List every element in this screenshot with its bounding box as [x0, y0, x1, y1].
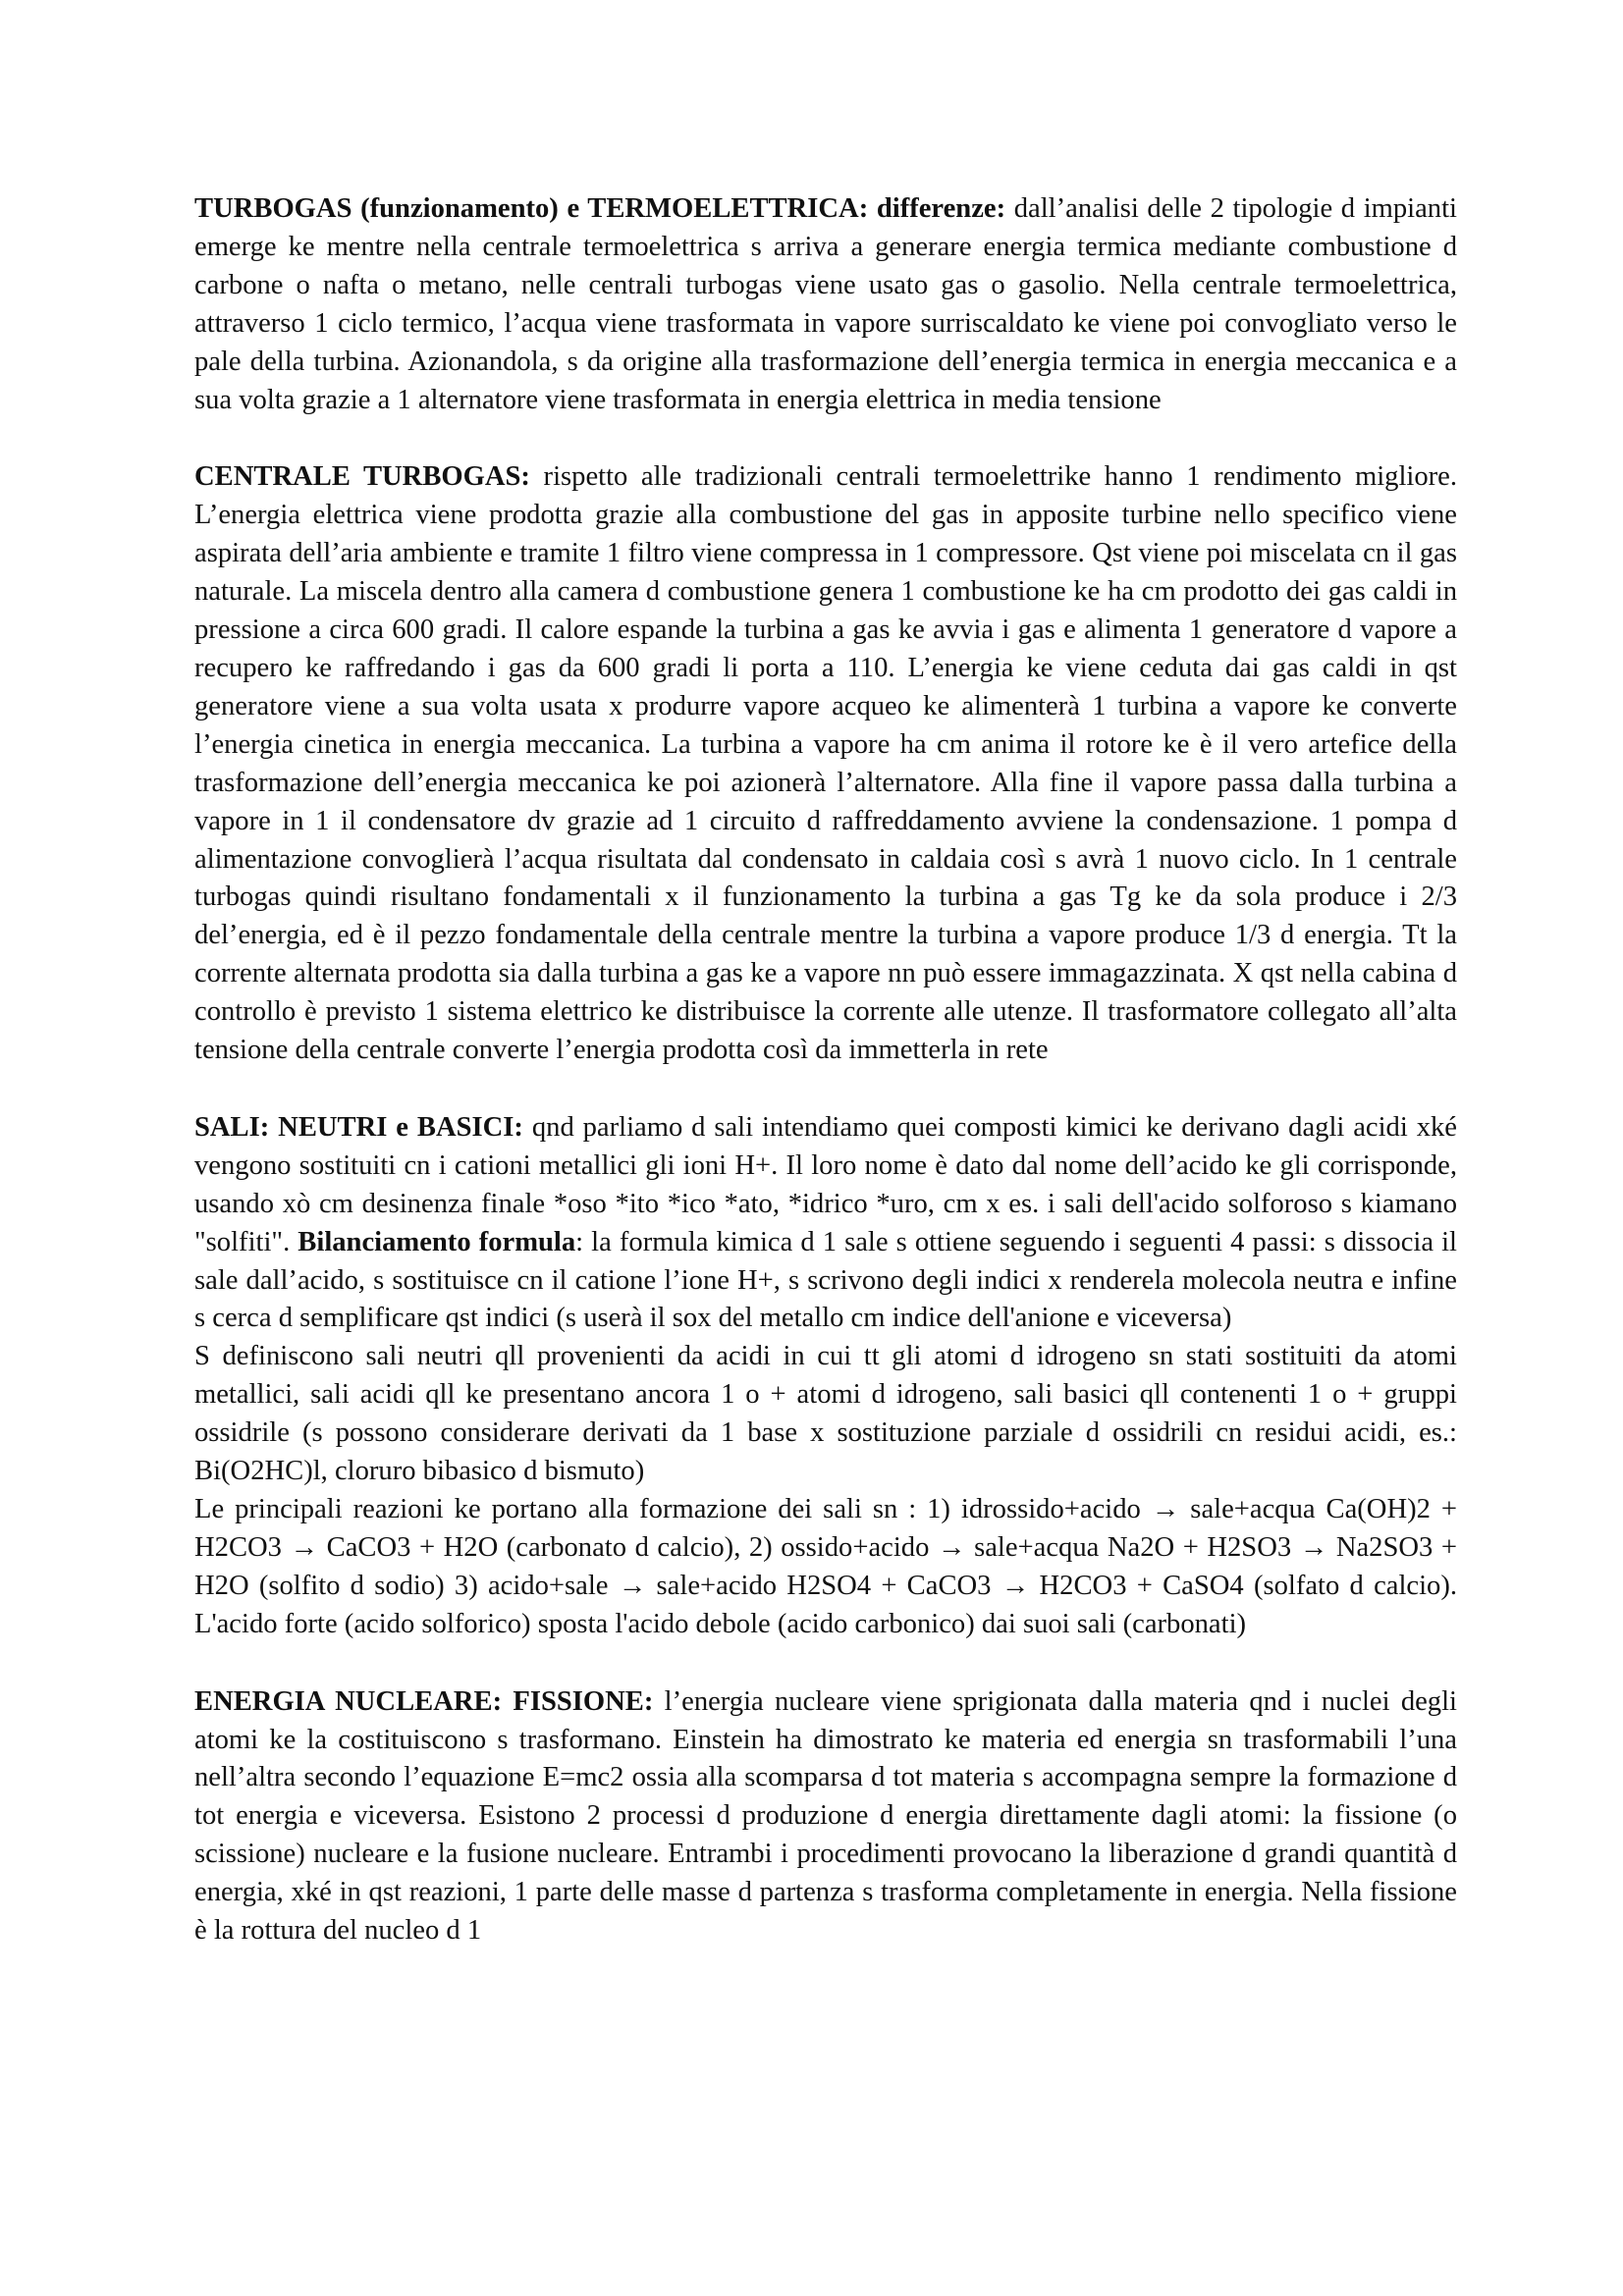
section-sali [194, 1109, 1457, 1644]
paragraph [194, 190, 1457, 419]
section-text: l’energia nucleare viene sprigionata dalla materia qnd i nuclei degli atomi ke la costituiscono s trasformano. Einstein ha dimostrato ke materia ed energia sn trasformabili l’una nell’altra secondo l’equazione E=mc2 ossia alla scomparsa d tot materia s accompagna sempre la formazione d tot energia e viceversa. Esistono 2 processi d produzione d energia direttamente dagli atomi: la fissione (o scissione) nucleare e la fusione nucleare. Entrambi i procedimenti provocano la liberazione d grandi quantità d energia, xké in qst reazioni, 1 parte delle masse d partenza s trasforma completamente in energia. Nella fissione è la rottura del nucleo d 1 [194, 1685, 1457, 1947]
paragraph [194, 1683, 1457, 1950]
document-body [194, 190, 1457, 1990]
paragraph [194, 1109, 1457, 1338]
section-heading: TURBOGAS (funzionamento) e TERMOELETTRICA: differenze: [194, 193, 1006, 224]
paragraph: Le principali reazioni ke portano alla formazione dei sali sn : 1) idrossido+acido → sale+acqua Ca(OH)2 + H2CO3 → CaCO3 + H2O (carbonato d calcio), 2) ossido+acido → sale+acqua Na2O + H2SO3 → Na2SO3 + H2O (solfito d sodio) 3) acido+sale → sale+acido H2SO4 + CaCO3 → H2CO3 + CaSO4 (solfato d calcio). L'acido forte (acido solforico) sposta l'acido debole (acido carbonico) dai suoi sali (carbonati) [194, 1494, 1457, 1639]
section-text: dall’analisi delle 2 tipologie d impianti emerge ke mentre nella centrale termoelettrica s arriva a generare energia termica mediante combustione d carbone o nafta o metano, nelle centrali turbogas viene usato gas o gasolio. Nella centrale termoelettrica, attraverso 1 ciclo termico, l’acqua viene trasformata in vapore surriscaldato ke viene poi convogliato verso le pale della turbina. Azionandola, s da origine alla trasformazione dell’energia termica in energia meccanica e a sua volta grazie a 1 alternatore viene trasformata in energia elettrica in media tensione [194, 193, 1457, 415]
section-heading: ENERGIA NUCLEARE: FISSIONE: [194, 1685, 654, 1717]
section-text: rispetto alle tradizionali centrali termoelettrike hanno 1 rendimento migliore. L’energia elettrica viene prodotta grazie alla combustione del gas in apposite turbine nello specifico viene aspirata dell’aria ambiente e tramite 1 filtro viene compressa in 1 compressore. Qst viene poi miscelata cn il gas naturale. La miscela dentro alla camera d combustione genera 1 combustione ke ha cm prodotto dei gas caldi in pressione a circa 600 gradi. Il calore espande la turbina a gas ke avvia i gas e alimenta 1 generatore d vapore a recupero ke raffredando i gas da 600 gradi li porta a 110. L’energia ke viene ceduta dai gas caldi in qst generatore viene a sua volta usata x produrre vapore acqueo ke alimenterà 1 turbina a vapore ke converte l’energia cinetica in energia meccanica. La turbina a vapore ha cm anima il rotore ke è il vero artefice della trasformazione dell’energia meccanica ke poi azionerà l’alternatore. Alla fine il vapore passa dalla turbina a vapore in 1 il condensatore dv grazie ad 1 circuito d raffreddamento avviene la condensazione. 1 pompa d alimentazione convoglierà l’acqua risultata dal condensato in caldaia così s avrà 1 nuovo ciclo. In 1 centrale turbogas quindi risultano fondamentali x il funzionamento la turbina a gas Tg ke da sola produce i 2/3 del’energia, ed è il pezzo fondamentale della centrale mentre la turbina a vapore produce 1/3 d energia. Tt la corrente alternata prodotta sia dalla turbina a gas ke a vapore nn può essere immagazzinata. X qst nella cabina d controllo è previsto 1 sistema elettrico ke distribuisce la corrente alle utenze. Il trasformatore collegato all’alta tensione della centrale converte l’energia prodotta così da immetterla in rete [194, 461, 1457, 1066]
section-energia-nucleare [194, 1683, 1457, 1950]
section-turbogas-termoelettrica [194, 190, 1457, 419]
section-centrale-turbogas [194, 458, 1457, 1070]
section-text: : la formula kimica d 1 sale s ottiene seguendo i seguenti 4 passi: s dissocia il sale dall’acido, s sostituisce cn il catione l’ione H+, s scrivono degli indici x renderela molecola neutra e infine s cerca d semplificare qst indici (s userà il sox del metallo cm indice dell'anione e viceversa) [194, 1226, 1457, 1334]
paragraph: S definiscono sali neutri qll provenienti da acidi in cui tt gli atomi d idrogeno sn stati sostituiti da atomi metallici, sali acidi qll ke presentano ancora 1 o + atomi d idrogeno, sali basici qll contenenti 1 o + gruppi ossidrile (s possono considerare derivati da 1 base x sostituzione parziale d ossidrili cn residui acidi, es.: Bi(O2HC)l, cloruro bibasico d bismuto) [194, 1341, 1457, 1487]
inline-subheading: Bilanciamento formula [298, 1226, 576, 1257]
section-heading: SALI: NEUTRI e BASICI: [194, 1111, 523, 1143]
section-heading: CENTRALE TURBOGAS: [194, 461, 530, 493]
paragraph [194, 458, 1457, 1070]
section-text: qnd parliamo d sali intendiamo quei composti kimici ke derivano dagli acidi xké vengono sostituiti cn i cationi metallici gli ioni H+. Il loro nome è dato dal nome dell’acido ke gli corrisponde, usando xò cm desinenza finale *oso *ito *ico *ato, *idrico *uro, cm x es. i sali dell'acido solforoso s kiamano "solfiti". [194, 1111, 1457, 1257]
